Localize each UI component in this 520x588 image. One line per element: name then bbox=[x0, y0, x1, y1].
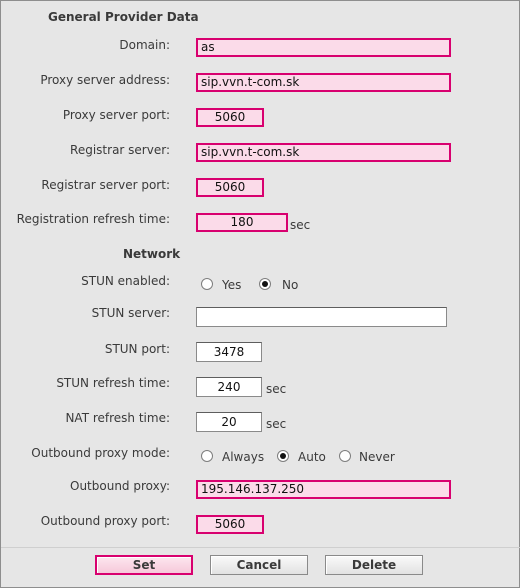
cancel-button[interactable]: Cancel bbox=[210, 555, 308, 575]
proxy-port-label: Proxy server port: bbox=[62, 108, 170, 122]
stun-server-field[interactable] bbox=[196, 307, 447, 327]
proxy-port-field[interactable]: 5060 bbox=[196, 108, 264, 127]
registrar-port-field[interactable]: 5060 bbox=[196, 178, 264, 197]
registrar-port-label: Registrar server port: bbox=[41, 178, 170, 192]
mode-auto-label: Auto bbox=[298, 450, 326, 464]
registrar-field[interactable]: sip.vvn.t-com.sk bbox=[196, 143, 451, 162]
stun-no-label: No bbox=[282, 278, 299, 292]
mode-always-label: Always bbox=[222, 450, 265, 464]
stun-server-label: STUN server: bbox=[91, 306, 170, 320]
registration-refresh-unit: sec bbox=[290, 218, 311, 232]
set-button[interactable]: Set bbox=[95, 555, 193, 575]
nat-refresh-field[interactable]: 20 bbox=[196, 412, 262, 432]
stun-no-radio[interactable] bbox=[259, 278, 271, 290]
network-section-title: Network bbox=[123, 247, 181, 261]
registration-refresh-label: Registration refresh time: bbox=[16, 212, 170, 226]
outbound-proxy-field[interactable]: 195.146.137.250 bbox=[196, 480, 451, 499]
delete-button[interactable]: Delete bbox=[325, 555, 423, 575]
mode-never-label: Never bbox=[359, 450, 395, 464]
outbound-mode-label: Outbound proxy mode: bbox=[31, 446, 170, 460]
stun-refresh-field[interactable]: 240 bbox=[196, 377, 262, 397]
general-section-title: General Provider Data bbox=[48, 10, 199, 24]
proxy-address-label: Proxy server address: bbox=[40, 73, 170, 87]
nat-refresh-unit: sec bbox=[266, 417, 287, 431]
mode-always-radio[interactable] bbox=[201, 450, 213, 462]
stun-enabled-label: STUN enabled: bbox=[81, 274, 170, 288]
stun-refresh-label: STUN refresh time: bbox=[56, 376, 170, 390]
mode-never-radio[interactable] bbox=[339, 450, 351, 462]
proxy-address-field[interactable]: sip.vvn.t-com.sk bbox=[196, 73, 451, 92]
outbound-port-label: Outbound proxy port: bbox=[40, 514, 170, 528]
domain-label: Domain: bbox=[119, 38, 170, 52]
stun-yes-label: Yes bbox=[222, 278, 242, 292]
domain-field[interactable]: as bbox=[196, 38, 451, 57]
stun-port-label: STUN port: bbox=[104, 342, 170, 356]
mode-auto-radio[interactable] bbox=[277, 450, 289, 462]
nat-refresh-label: NAT refresh time: bbox=[65, 411, 170, 425]
button-bar-divider bbox=[1, 547, 520, 548]
registrar-label: Registrar server: bbox=[70, 143, 170, 157]
stun-port-field[interactable]: 3478 bbox=[196, 342, 262, 362]
outbound-port-field[interactable]: 5060 bbox=[196, 515, 264, 534]
registration-refresh-field[interactable]: 180 bbox=[196, 213, 288, 232]
stun-refresh-unit: sec bbox=[266, 382, 287, 396]
stun-yes-radio[interactable] bbox=[201, 278, 213, 290]
outbound-proxy-label: Outbound proxy: bbox=[70, 479, 170, 493]
